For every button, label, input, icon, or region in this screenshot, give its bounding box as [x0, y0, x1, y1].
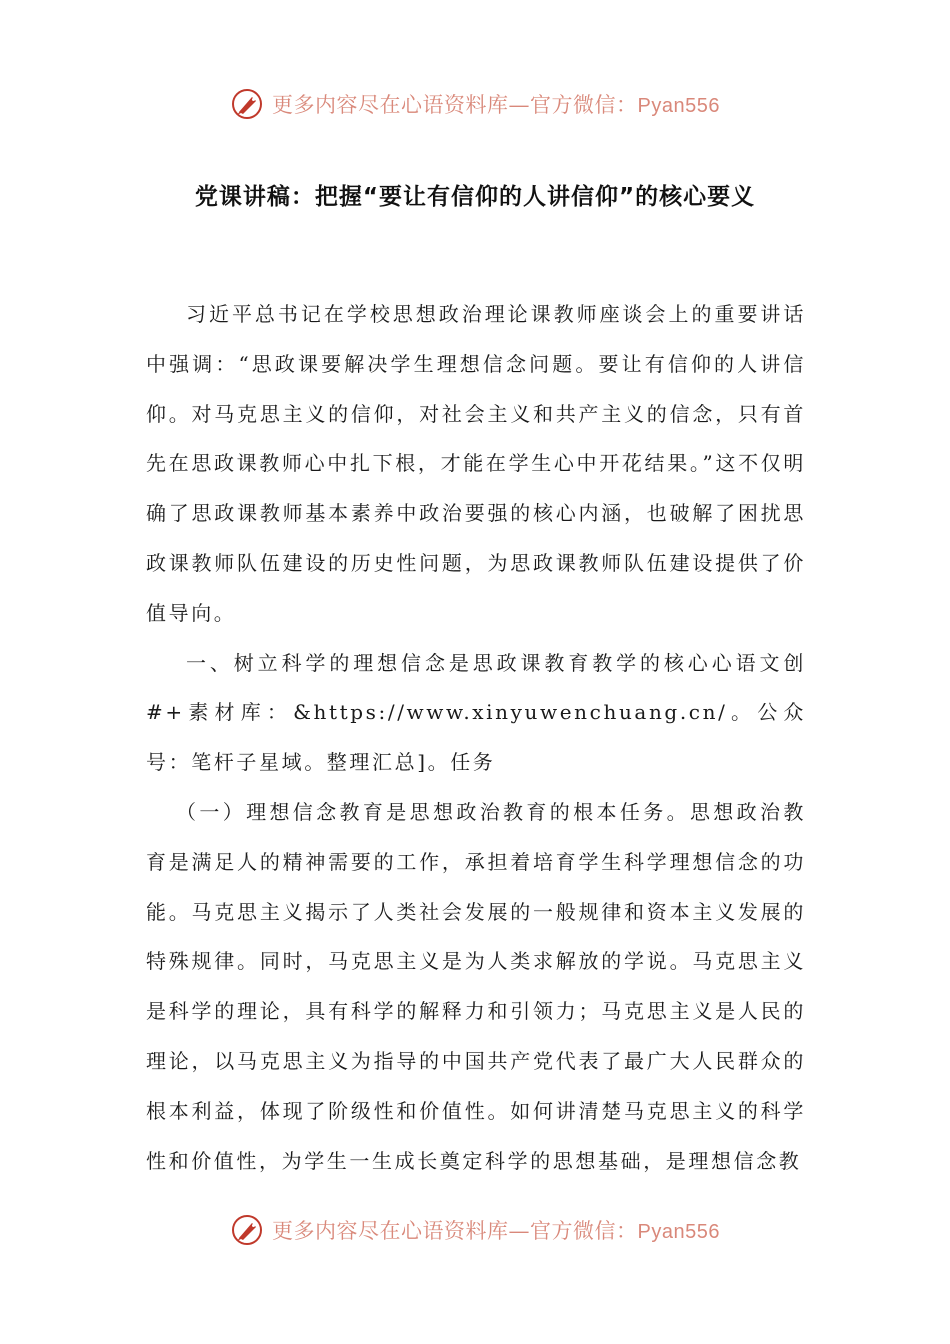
pen-nib-logo-icon: [230, 1213, 264, 1247]
document-title: 党课讲稿：把握“要让有信仰的人讲信仰”的核心要义: [194, 184, 756, 210]
banner-wechat-id: Pyan556: [637, 95, 720, 117]
banner-content: [230, 1213, 720, 1247]
banner-label: 更多内容尽在心语资料库—官方微信：: [272, 1219, 638, 1243]
banner-text: [272, 89, 720, 119]
banner-text: [272, 1215, 720, 1245]
paragraph-subsection-1: （一）理想信念教育是思想政治教育的根本任务。思想政治教育是满足人的精神需要的工作，承担着培育学生科学理想信念的功能。马克思主义揭示了人类社会发展的一般规律和资本主义发展的特殊规律。同时，马克思主义是为人类求解放的学说。马克思主义是科学的理论，具有科学的解释力和引领力；马克思主义是人民的理论，以马克思主义为指导的中国共产党代表了最广大人民群众的根本利益，体现了阶级性和价值性。如何讲清楚马克思主义的科学性和价值性，为学生一生成长奠定科学的思想基础，是理想信念教: [146, 799, 806, 1173]
pen-nib-logo-icon: [230, 87, 264, 121]
banner-wechat-id: Pyan556: [637, 1221, 720, 1243]
paragraph-section-heading: 一、树立科学的理想信念是思政课教育教学的核心心语文创#+素材库：&https://www.xinyuwenchuang.cn/。公众号：笔杆子星域。整理汇总]。任务: [146, 650, 806, 775]
document-body: [146, 290, 806, 1186]
header-watermark-banner: [0, 84, 950, 124]
banner-content: [230, 87, 720, 121]
footer-watermark-banner: [0, 1210, 950, 1250]
banner-label: 更多内容尽在心语资料库—官方微信：: [272, 93, 638, 117]
paragraph-intro: 习近平总书记在学校思想政治理论课教师座谈会上的重要讲话中强调：“思政课要解决学生理想信念问题。要让有信仰的人讲信仰。对马克思主义的信仰，对社会主义和共产主义的信念，只有首先在思政课教师心中扎下根，才能在学生心中开花结果。”这不仅明确了思政课教师基本素养中政治要强的核心内涵，也破解了困扰思政课教师队伍建设的历史性问题，为思政课教师队伍建设提供了价值导向。: [146, 302, 806, 625]
